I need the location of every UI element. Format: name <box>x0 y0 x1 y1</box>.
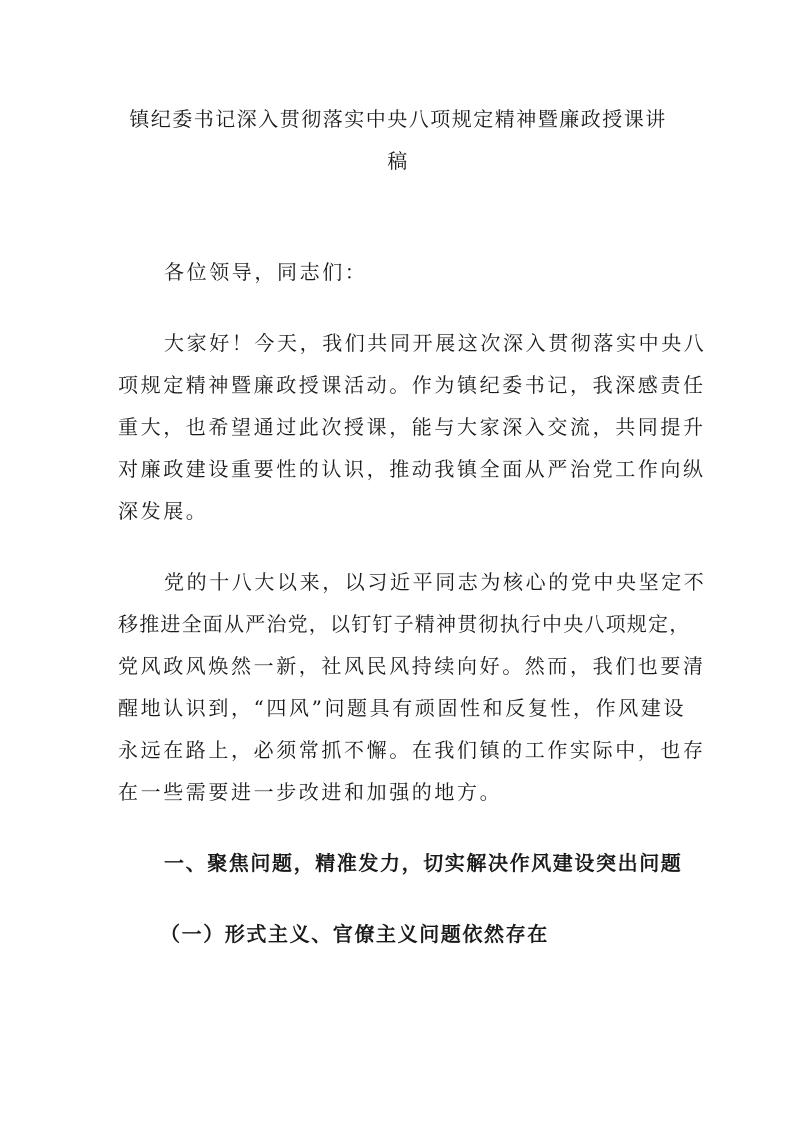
paragraph-background-line: 醒地认识到，“四风”问题具有顽固性和反复性，作风建设 <box>118 696 687 720</box>
greeting-text: 各位领导，同志们： <box>164 260 368 284</box>
paragraph-background-line: 党的十八大以来，以习近平同志为核心的党中央坚定不 <box>164 570 707 594</box>
paragraph-intro-line: 项规定精神暨廉政授课活动。作为镇纪委书记，我深感责任 <box>118 373 706 397</box>
paragraph-intro-line: 大家好！今天，我们共同开展这次深入贯彻落实中央八 <box>164 331 707 355</box>
paragraph-background-line: 在一些需要进一步改进和加强的地方。 <box>118 780 503 804</box>
paragraph-background-line: 永远在路上，必须常抓不懈。在我们镇的工作实际中，也存 <box>118 738 706 762</box>
paragraph-background <box>118 561 707 813</box>
section-heading-1: 一、聚焦问题，精准发力，切实解决作风建设突出问题 <box>164 851 683 875</box>
paragraph-intro-line: 重大，也希望通过此次授课，能与大家深入交流，共同提升 <box>118 415 706 439</box>
paragraph-intro-line: 对廉政建设重要性的认识，推动我镇全面从严治党工作向纵 <box>118 457 706 481</box>
document-title <box>118 98 678 182</box>
paragraph-intro-line: 深发展。 <box>118 499 209 523</box>
paragraph-background-line: 移推进全面从严治党，以钉钉子精神贯彻执行中央八项规定， <box>118 612 691 636</box>
paragraph-background-line: 党风政风焕然一新，社风民风持续向好。然而，我们也要清 <box>118 654 706 678</box>
subsection-heading-1: （一）形式主义、官僚主义问题依然存在 <box>160 922 549 946</box>
paragraph-intro <box>118 322 707 532</box>
title-line-2: 稿 <box>387 149 409 173</box>
greeting <box>118 251 678 293</box>
title-line-1: 镇纪委书记深入贯彻落实中央八项规定精神暨廉政授课讲 <box>129 107 667 131</box>
